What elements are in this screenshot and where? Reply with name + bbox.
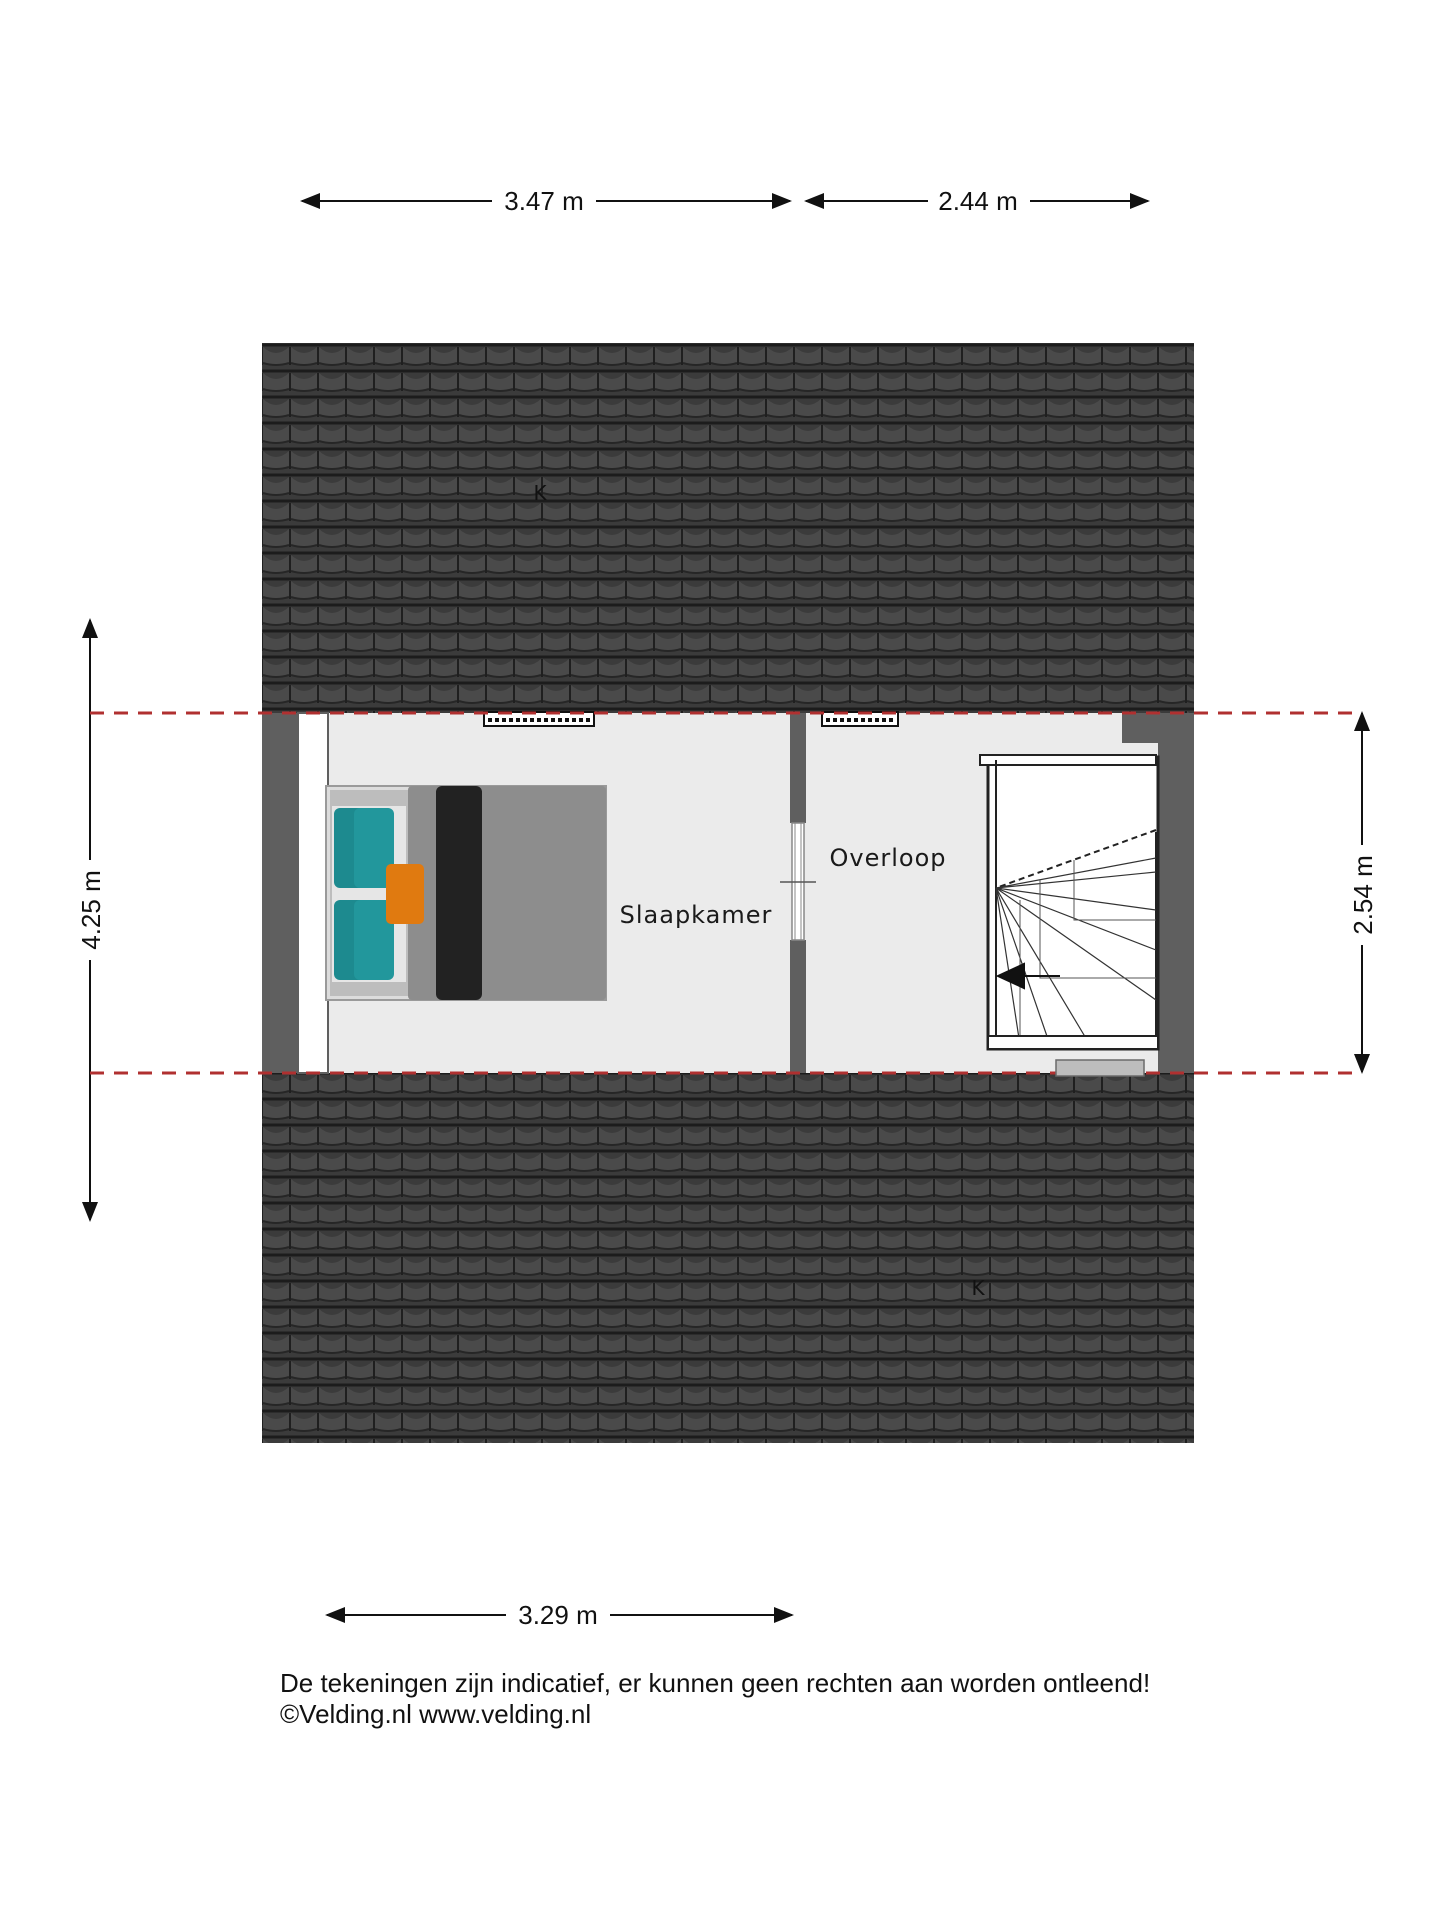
roof-plane-lower [262, 1073, 1194, 1443]
dimension-label-right: 2.54 m [1348, 855, 1378, 935]
roof-mark-lower: K [971, 1276, 985, 1300]
partition-wall-lower [790, 940, 806, 1073]
credit-text: ©Velding.nl www.velding.nl [280, 1699, 592, 1729]
dimension-top-left [302, 186, 790, 216]
room-label-landing: Overloop [829, 844, 947, 872]
landing-cabinet [1056, 1060, 1144, 1076]
partition-wall-upper [790, 713, 806, 823]
dimension-label-top-right: 2.44 m [938, 186, 1018, 216]
dimension-left [76, 620, 106, 1220]
wall-left [262, 713, 298, 1073]
roof-plane-upper [262, 343, 1194, 713]
footer [280, 1668, 1150, 1730]
room-label-bedroom: Slaapkamer [619, 901, 773, 929]
wall-right-notch [1122, 713, 1158, 743]
double-bed [326, 786, 606, 1000]
wall-left-inner [298, 713, 328, 1073]
roof-mark-upper: K [533, 481, 547, 505]
dimension-top-right [806, 186, 1148, 216]
cushion [386, 864, 424, 924]
dimension-right [1348, 713, 1378, 1072]
wall-right [1158, 713, 1194, 1073]
dimension-label-bottom: 3.29 m [518, 1600, 598, 1630]
dimension-label-left: 4.25 m [76, 870, 106, 950]
dimension-label-top-left: 3.47 m [504, 186, 584, 216]
staircase [980, 755, 1158, 1049]
dimension-bottom [327, 1600, 792, 1630]
disclaimer-text: De tekeningen zijn indicatief, er kunnen geen rechten aan worden ontleend! [280, 1668, 1151, 1698]
